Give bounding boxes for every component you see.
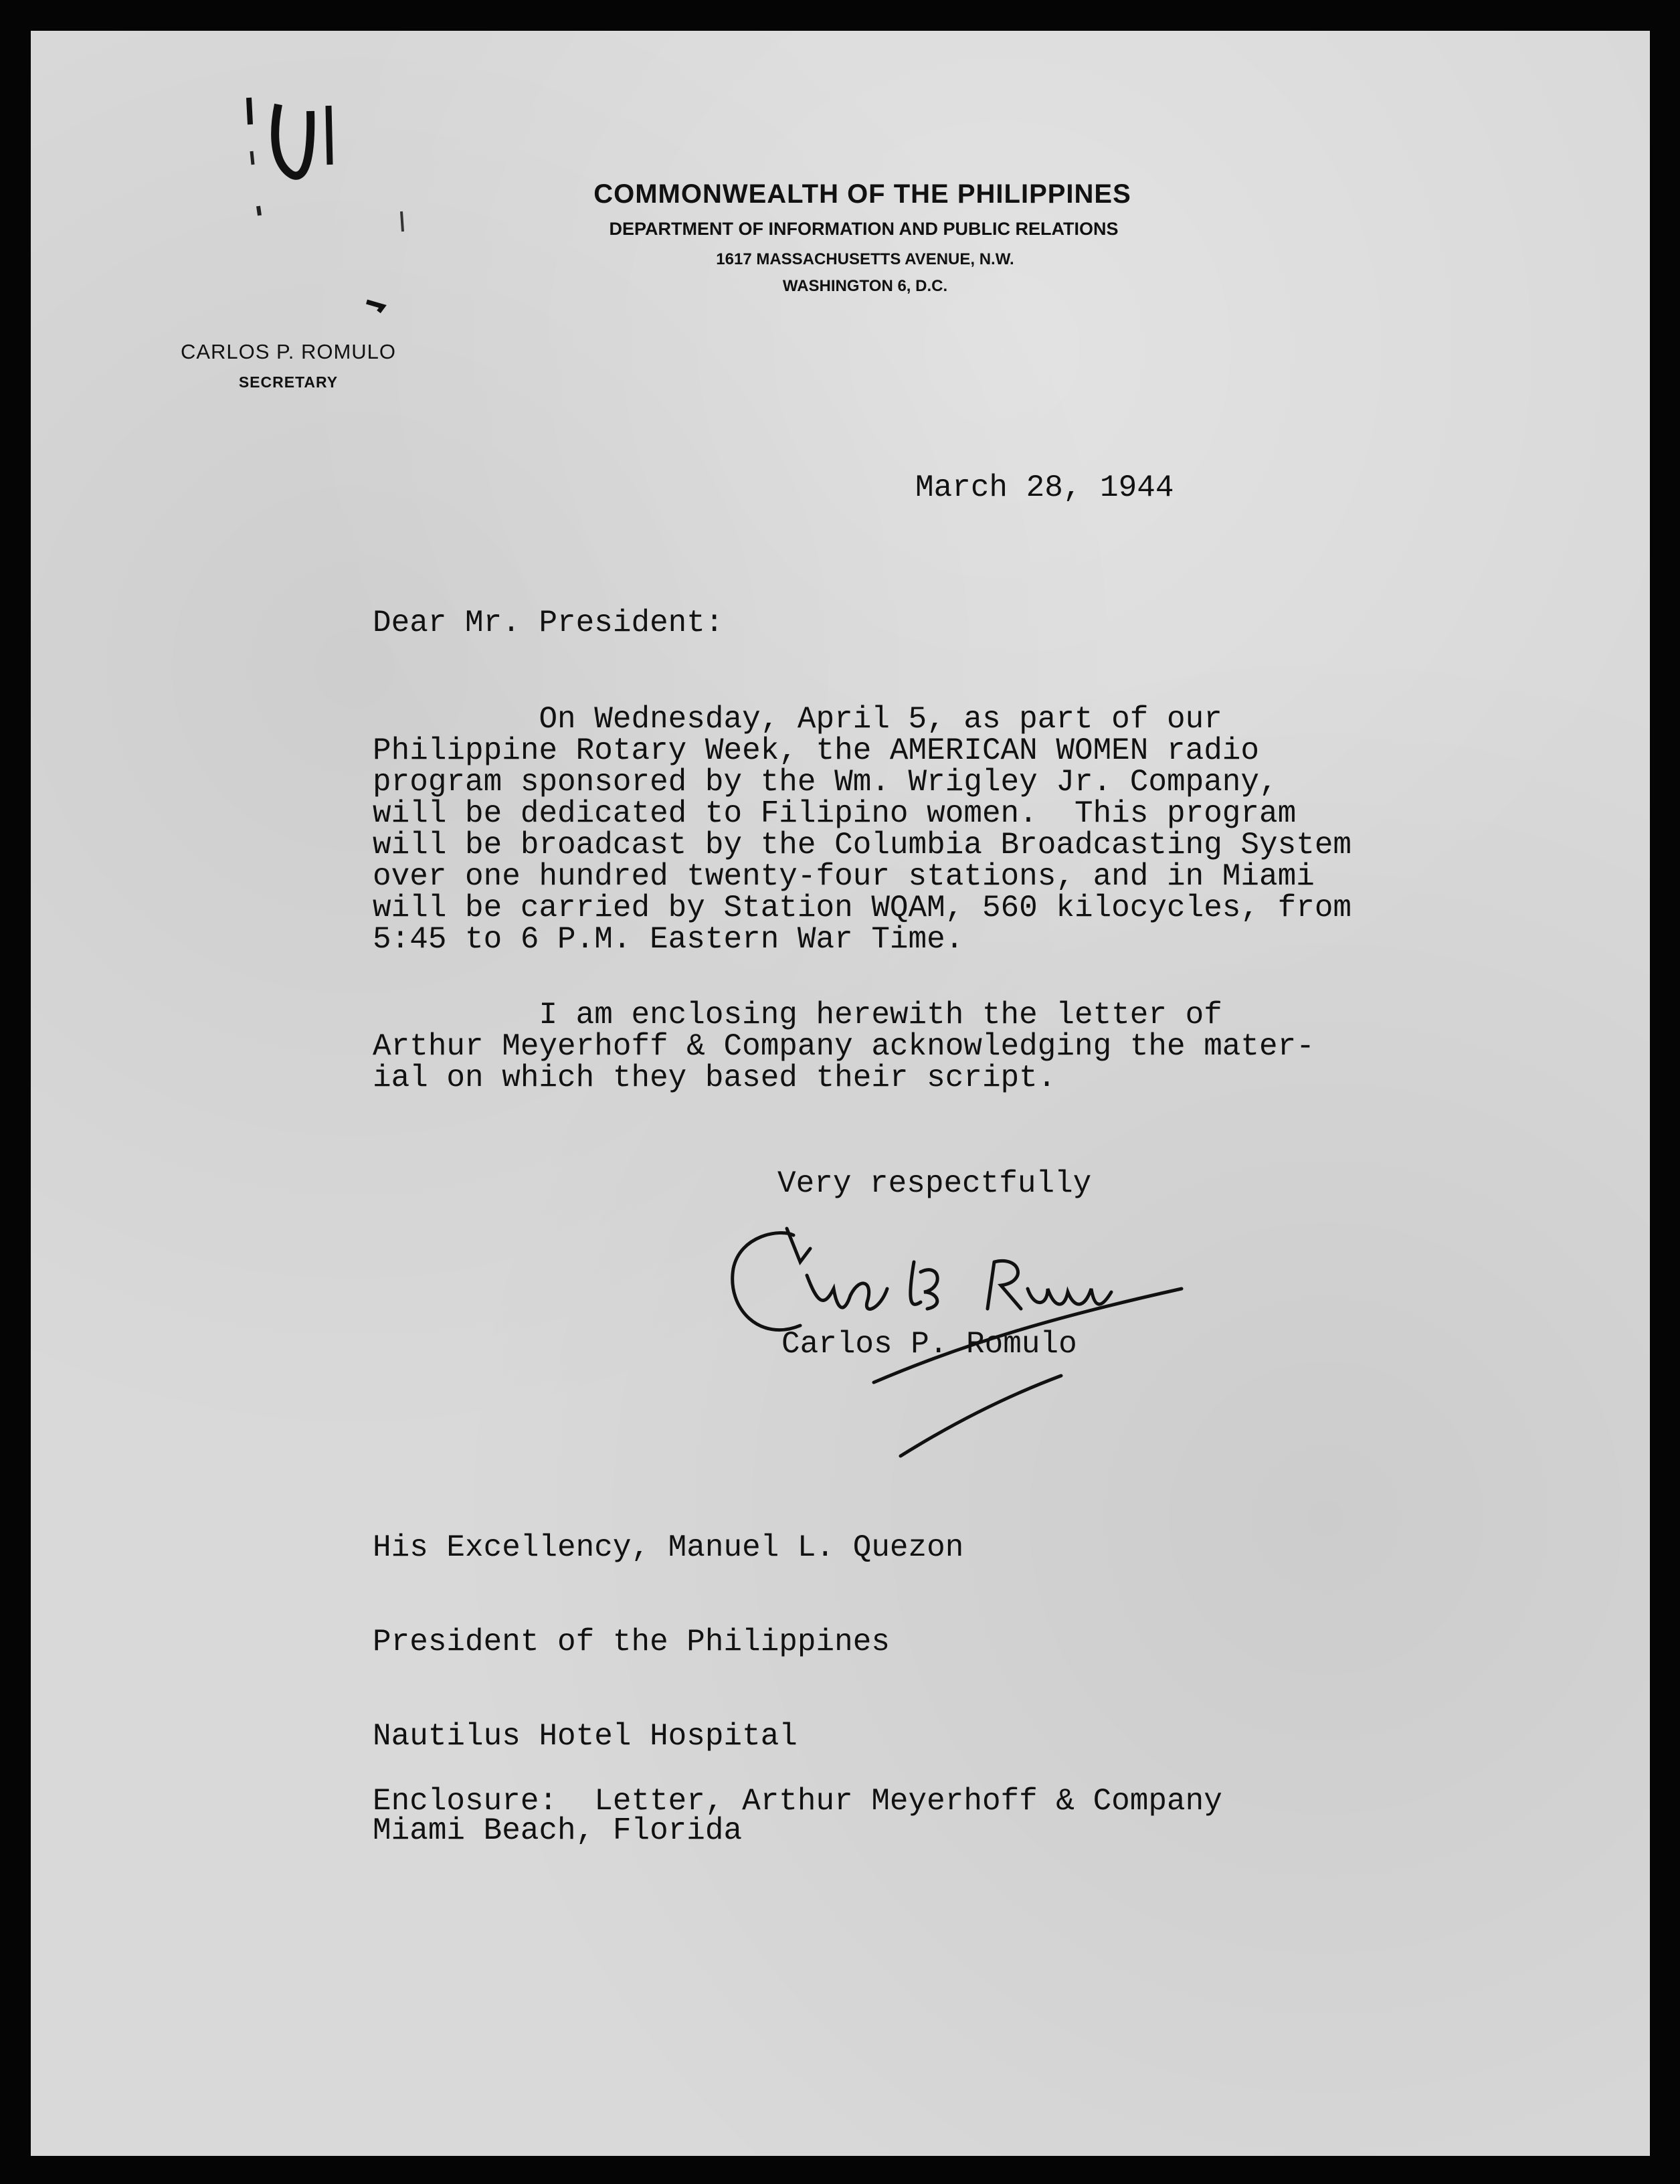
enclosure-note: Enclosure: Letter, Arthur Meyerhoff & Company (373, 1784, 1222, 1819)
sender-title: SECRETARY (238, 373, 339, 391)
recipient-address (373, 1469, 963, 1910)
sender-block (138, 340, 439, 391)
letter-page (31, 31, 1650, 2156)
closing: Very respectfully (777, 1166, 1092, 1201)
body-paragraph-1: On Wednesday, April 5, as part of our Philippine Rotary Week, the AMERICAN WOMEN radio program sponsored by the Wm. Wrigley Jr. Company, will be dedicated to Filipino women. This program will be broadcast by the Columbia Broadcasting System over one hundred twenty-four stations, and in Miami will be carried by Station WQAM, 560 kilocycles, from 5:45 to 6 P.M. Eastern War Time. (373, 702, 1352, 957)
salutation: Dear Mr. President: (373, 606, 724, 640)
signature-name: Carlos P. Romulo (781, 1327, 1077, 1362)
address-line-2: President of the Philippines (373, 1625, 890, 1659)
letterhead (31, 179, 1650, 296)
body-paragraph-2: I am enclosing herewith the letter of Arthur Meyerhoff & Company acknowledging the mater- ial on which they based their script. (373, 998, 1315, 1095)
address-line-3: Nautilus Hotel Hospital (373, 1719, 798, 1754)
address-line-1: His Excellency, Manuel L. Quezon (373, 1530, 964, 1565)
letterhead-line-3: 1617 MASSACHUSETTS AVENUE, N.W. (716, 250, 1014, 268)
letterhead-line-1: COMMONWEALTH OF THE PHILIPPINES (593, 179, 1131, 209)
address-line-4: Miami Beach, Florida (373, 1813, 743, 1848)
letterhead-line-4: WASHINGTON 6, D.C. (782, 277, 948, 295)
sender-name: CARLOS P. ROMULO (180, 340, 397, 363)
letterhead-line-2: DEPARTMENT OF INFORMATION AND PUBLIC RELATIONS (609, 219, 1119, 239)
letter-date: March 28, 1944 (915, 470, 1174, 505)
